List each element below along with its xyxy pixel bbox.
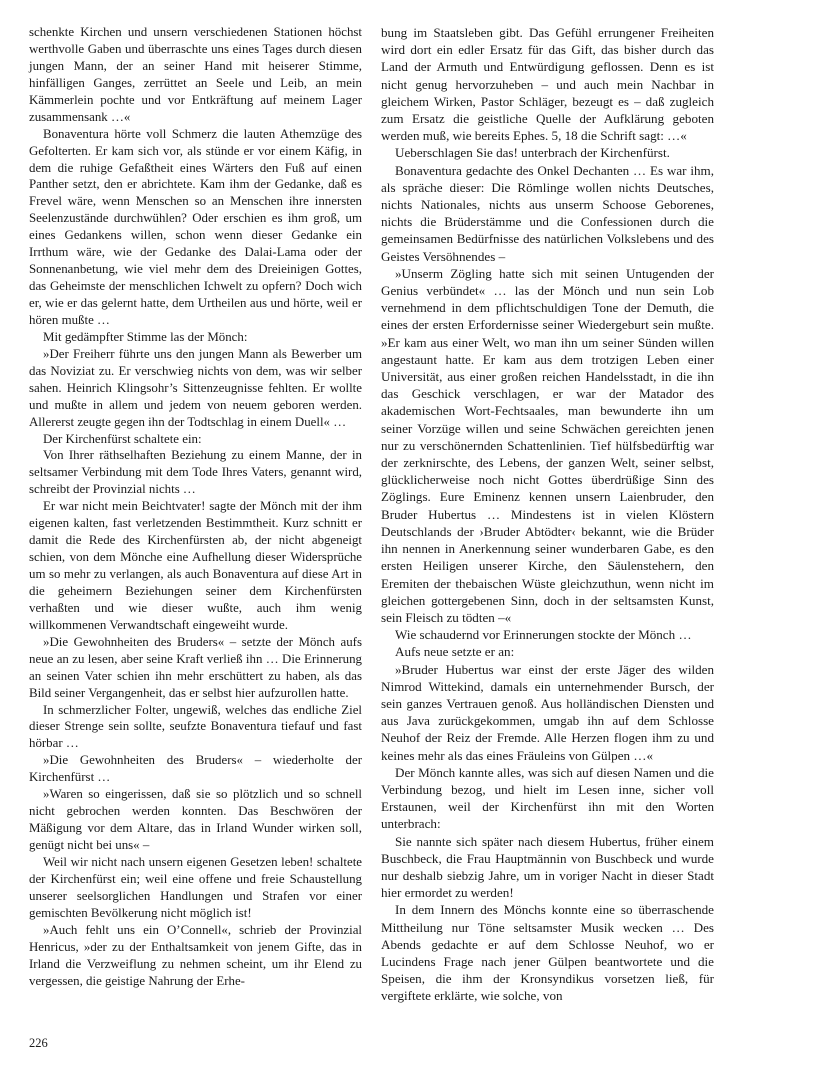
left-text-column [29, 24, 362, 989]
page-number: 226 [29, 1036, 48, 1050]
paragraph: Aufs neue setzte er an: [395, 644, 515, 660]
paragraph: Weil wir nicht nach unsern eigenen Gesetzen leben! schaltete der Kirchenfürst ein; weil eine offene und freie Schaustellung unserer seelsorglichen Handlungen und Strafen vor einer gemischten Bevölkerung nicht möglich ist! [29, 854, 362, 920]
paragraph: In schmerzlicher Folter, ungewiß, welches das endliche Ziel dieser Strenge sein sollte, seufzte Bonaventura tiefauf und fast hörbar … [29, 702, 362, 751]
paragraph: Er war nicht mein Beichtvater! sagte der Mönch mit der ihm eigenen kalten, fast verletzenden Bestimmtheit. Kurz schnitt er damit die Rede des Kirchenfürsten ab, der nicht abgeneigt schien, von dem Mönche eine Aufhellung dieser Widersprüche um so mehr zu verlangen, als auch Bonaventura auf diese Art in die geheimern Beziehungen seiner dem Kirchenfürsten verhaßten und wie dieser wußte, auch ihm wenig willkommenen Verwandtschaft eingeweiht wurde. [29, 499, 362, 632]
paragraph: In dem Innern des Mönchs konnte eine so überraschende Mittheilung nur Töne seltsamster Musik wecken … Des Abends gedachte er auf dem Schlosse Neuhof, wo er Lucindens Frage nach jener Gülpen beantwortete und die Speisen, die ihm der Kronsyndikus vorsetzen ließ, für vergiftete erklärte, wie solche, von [381, 902, 714, 1004]
paragraph: Wie schaudernd vor Erinnerungen stockte der Mönch … [395, 627, 692, 643]
paragraph: »Die Gewohnheiten des Bruders« – wiederholte der Kirchenfürst … [29, 753, 362, 785]
paragraph: Bonaventura hörte voll Schmerz die lauten Athemzüge des Gefolterten. Er kam sich vor, als stünde er vor einem Käfig, in dem die ruhige Gefaßtheit eines Wärters den Fuß auf einen Panther setzt, den er abrichtete. Kam ihm der Gedanke, daß es Frevel wäre, wenn Menschen so an Menschen ihre innersten Seelenzustände durchwühlen? Oder erschien es ihm groß, um eines Gedankens willen, schon wenn dieser Gedanke ein Irrthum wäre, wie der Gedanke des Dalai-Lama oder der Sonnenanbetung, wie viel mehr dem des Dreieinigen Gottes, das Geheimste der menschlichen Ichwelt zu opfern? Doch wich er, wie er das gelernt hatte, dem Urtheilen aus und hörte, weil er hören mußte … [29, 126, 362, 327]
paragraph: Bonaventura gedachte des Onkel Dechanten … Es war ihm, als spräche dieser: Die Römlinge wollen nichts Deutsches, nichts Nationales, nichts aus unserm Schoose Geborenes, nichts die Brüderstämme und die Confessionen durch die gemeinsamen Bedürfnisse des natürlichen Volkslebens und des Geistes Versöhnendes – [381, 162, 714, 264]
paragraph: »Auch fehlt uns ein O’Connell«, schrieb der Provinzial Henricus, »der zu der Enthaltsamkeit von jenem Gifte, das in Irland die Verzweiflung zu nehmen scheint, um ihr Elend zu vergessen, die geistige Nahrung der Erhe- [29, 922, 362, 988]
paragraph: Mit gedämpfter Stimme las der Mönch: [43, 329, 248, 344]
paragraph: »Bruder Hubertus war einst der erste Jäger des wilden Nimrod Wittekind, damals ein unternehmender Bursch, der sein ganzes Vertrauen genoß. Aus holländischen Diensten und aus Java zurückgekommen, umgab ihn auf dem Schlosse Neuhof der Reiz der Fremde. Alle Herzen flogen ihm zu und keines mehr als das eines Fräuleins von Gülpen …« [381, 661, 714, 763]
paragraph: Der Mönch kannte alles, was sich auf diesen Namen und die Verbindung bezog, und hielt im Lesen inne, sicher voll Erstaunen, weil der Kirchenfürst ihn mit den Worten unterbrach: [381, 764, 714, 832]
paragraph: bung im Staatsleben gibt. Das Gefühl errungener Freiheiten wird dort ein edler Ersatz für das Gift, das bisher durch das Land der Armuth und Entwürdigung geflossen. Denn es ist nicht genug hervorzuheben – und auch mein Nachbar in gleichem Wirken, Pastor Schläger, bezeugt es – daß zugleich zum Ersatz die geistliche Quelle der Aufklärung geboten werden muß, wie bereits Ephes. 5, 18 die Schrift sagt: …« [381, 25, 714, 144]
paragraph: »Der Freiherr führte uns den jungen Mann als Bewerber um das Noviziat zu. Er verschwieg nichts von dem, was wir selber sahen. Heinrich Klingsohr’s Sittenzeugnisse fehlten. Er wollte und mußte in allem und jedem von neuem geboren werden. Allererst zeugte gegen ihn der Todtschlag in einem Duell« … [29, 346, 362, 429]
paragraph: Der Kirchenfürst schaltete ein: [43, 431, 202, 446]
paragraph: Sie nannte sich später nach diesem Hubertus, früher einem Buschbeck, die Frau Hauptmännin von Buschbeck und wurde nur deshalb siebzig Jahre, um in voriger Nacht in dieser Stadt hier ermordet zu werden! [381, 833, 714, 901]
paragraph: »Unserm Zögling hatte sich mit seinen Untugenden der Genius verbündet« … las der Mönch und nun sein Lob vernehmend in dem pflichtschuldigen Tone der Demuth, die eines der ersten Erfordernisse seiner Wiedergeburt sein mußte. »Er kam aus einer Welt, wo man ihn um seiner Sünden willen angestaunt hatte. Er kam aus dem trotzigen Leben einer Universität, aus einer großen reichen Handelsstadt, in die ihn das Geschick verschlagen, er war der Matador des akademischen Wort-Fechtsaales, man bewunderte ihn um seiner Vorzüge willen und seine Schwächen gereichten jenen nur zu verschönernden Schattenlinien. Tief hülfsbedürftig war der zerknirschte, des Lebens, der ganzen Welt, seiner selbst, glücklicherweise noch nicht Gottes überdrüßige Sinn des Zöglings. Eure Eminenz kennen unsern Laienbruder, den Bruder Hubertus … Mindestens ist in vielen Klöstern Deutschlands der ›Bruder Abtödter‹ bekannt, wie die Brüder ihn nennen in Anerkennung seiner wunderbaren Gabe, es den ersten Heiligen unserer Kirche, den Säulenstehern, den Eremiten der thebaischen Wüste gleichzuthun, wenn nicht im gleichen gottergebenen Sinn, doch in der seltsamsten Kunst, sein Fleisch zu tödten –« [381, 265, 714, 625]
paragraph: Ueberschlagen Sie das! unterbrach der Kirchenfürst. [395, 145, 670, 161]
paragraph: »Waren so eingerissen, daß sie so plötzlich und so schnell nicht gebrochen werden konnten. Das Beschwören der Mäßigung vor dem Altare, das in Irland Wunder wirken soll, genügt nicht bei uns« – [29, 787, 362, 852]
paragraph: Von Ihrer räthselhaften Beziehung zu einem Manne, der in seltsamer Verbindung mit dem Tode Ihres Vaters, genannt wird, schreibt der Provinzial nichts … [29, 448, 362, 497]
paragraph: »Die Gewohnheiten des Bruders« – setzte der Mönch aufs neue an zu lesen, aber seine Kraft verließ ihn … Die Erinnerung an seinen Vater schien ihn mehr erschüttert zu haben, als das Bild seiner Vergangenheit, das er selbst hier aufzurollen hatte. [29, 634, 362, 700]
paragraph: schenkte Kirchen und unsern verschiedenen Stationen höchst werthvolle Gaben und überraschte uns eines Tages durch diesen jungen Mann, der an seiner Hand mit heiserer Stimme, hinfälligen Ganges, zerrüttet an Seele und Leib, an mein Kämmerlein pochte und vor Entkräftung auf meinem Lager zusammensank …« [29, 25, 362, 124]
right-text-column [381, 24, 714, 1005]
